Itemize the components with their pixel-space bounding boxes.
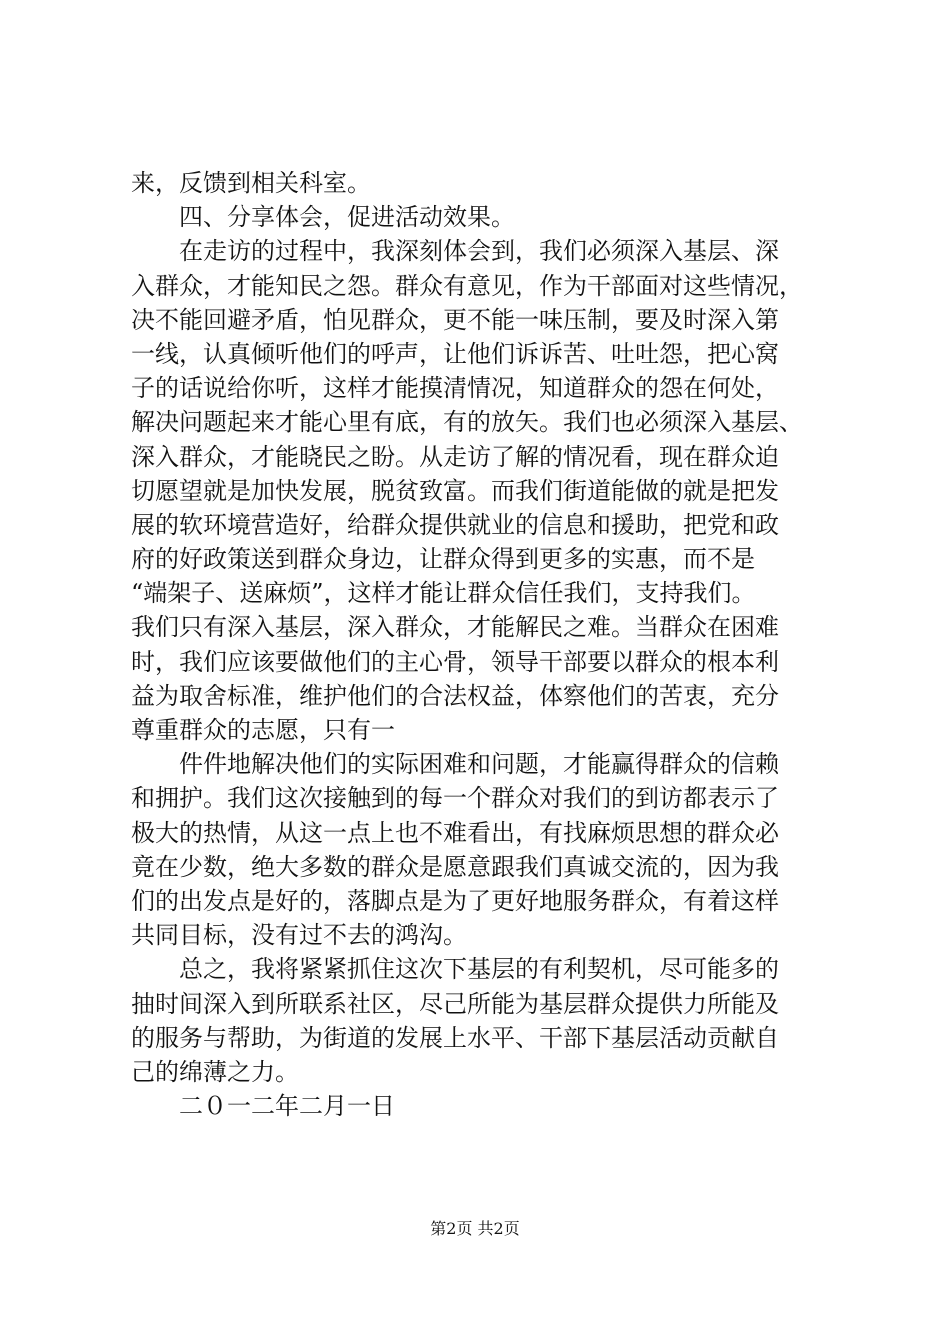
text-line: 切愿望就是加快发展，脱贫致富。而我们街道能做的就是把发 <box>131 476 779 505</box>
text-line: 府的好政策送到群众身边，让群众得到更多的实惠，而不是 <box>131 545 755 574</box>
page-footer: 第2页 共2页 <box>430 1219 520 1238</box>
text-line: 极大的热情，从这一点上也不难看出，有找麻烦思想的群众必 <box>131 818 779 847</box>
text-line: 四、分享体会，促进活动效果。 <box>179 203 515 232</box>
text-line: 子的话说给你听，这样才能摸清情况，知道群众的怨在何处， <box>131 374 779 403</box>
document-body <box>131 166 831 1123</box>
text-line: 竟在少数，绝大多数的群众是愿意跟我们真诚交流的，因为我 <box>131 852 779 881</box>
text-line: 己的绵薄之力。 <box>131 1057 299 1086</box>
text-line: 深入群众，才能晓民之盼。从走访了解的情况看，现在群众迫 <box>131 442 779 471</box>
text-line: 展的软环境营造好，给群众提供就业的信息和援助，把党和政 <box>131 510 779 539</box>
text-line: 在走访的过程中，我深刻体会到，我们必须深入基层、深 <box>179 237 779 266</box>
text-line: 我们只有深入基层，深入群众，才能解民之难。当群众在困难 <box>131 613 779 642</box>
text-line: 二０一二年二月一日 <box>179 1092 395 1121</box>
text-line: 共同目标，没有过不去的鸿沟。 <box>131 921 467 950</box>
text-line: 一线，认真倾听他们的呼声，让他们诉诉苦、吐吐怨，把心窝 <box>131 339 779 368</box>
text-line: 解决问题起来才能心里有底，有的放矢。我们也必须深入基层、 <box>131 408 803 437</box>
text-line: 益为取舍标准，维护他们的合法权益，体察他们的苦衷，充分 <box>131 681 779 710</box>
text-line: 尊重群众的志愿，只有一 <box>131 716 395 744</box>
text-line: 的服务与帮助，为街道的发展上水平、干部下基层活动贡献自 <box>131 1023 779 1052</box>
text-line: “端架子、送麻烦”，这样才能让群众信任我们，支持我们。 <box>131 579 756 608</box>
text-line: 时，我们应该要做他们的主心骨，领导干部要以群众的根本利 <box>131 647 779 676</box>
text-line: 总之，我将紧紧抓住这次下基层的有利契机，尽可能多的 <box>179 955 779 984</box>
text-line: 抽时间深入到所联系社区，尽己所能为基层群众提供力所能及 <box>131 989 779 1018</box>
text-line: 来，反馈到相关科室。 <box>131 169 371 197</box>
text-line: 入群众，才能知民之怨。群众有意见，作为干部面对这些情况， <box>131 271 803 300</box>
text-line: 件件地解决他们的实际困难和问题，才能赢得群众的信赖 <box>179 750 779 779</box>
text-line: 们的出发点是好的，落脚点是为了更好地服务群众，有着这样 <box>131 886 779 915</box>
text-line: 决不能回避矛盾，怕见群众，更不能一味压制，要及时深入第 <box>131 305 779 334</box>
text-line: 和拥护。我们这次接触到的每一个群众对我们的到访都表示了 <box>131 784 779 813</box>
